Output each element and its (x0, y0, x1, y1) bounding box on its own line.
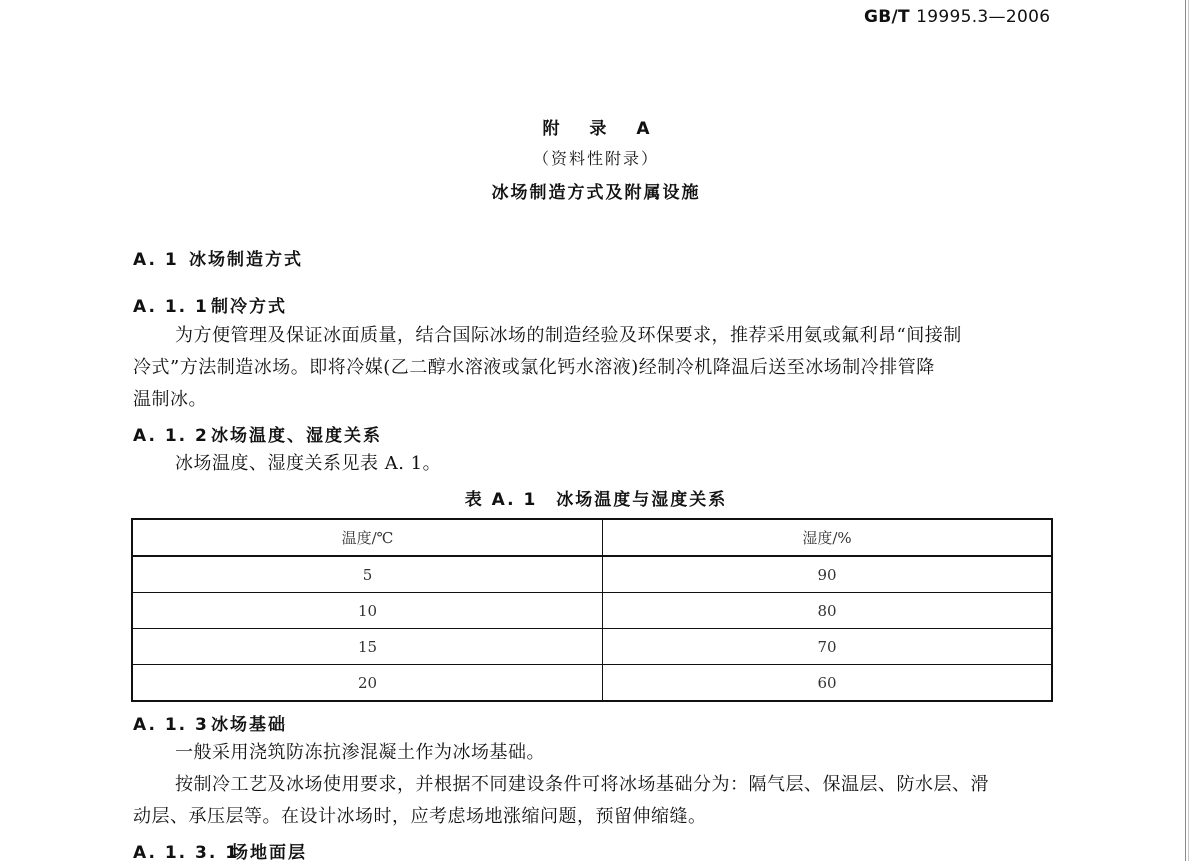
humidity-cell: 80 (603, 593, 1053, 629)
table-row (132, 556, 1052, 593)
paragraph-line: 温制冰。 (133, 389, 207, 410)
table-caption: 表 A. 1 冰场温度与湿度关系 (464, 490, 728, 510)
appendix-type: （资料性附录） (532, 149, 659, 168)
section-number: A. 1. 3 (133, 715, 209, 735)
section-a131-heading (133, 838, 307, 863)
humidity-cell: 90 (603, 556, 1053, 593)
standard-number: 19995.3—2006 (916, 7, 1051, 27)
paragraph-line: 冰场温度、湿度关系见表 A. 1。 (175, 453, 442, 474)
standard-number-header (864, 7, 1050, 27)
section-title: 制冷方式 (211, 297, 287, 317)
appendix-title: 冰场制造方式及附属设施 (491, 183, 701, 203)
paragraph-line: 为方便管理及保证冰面质量，结合国际冰场的制造经验及环保要求，推荐采用氨或氟利昂“间接制 (175, 325, 962, 346)
temperature-cell: 20 (132, 665, 603, 702)
temperature-humidity-table (131, 518, 1053, 702)
standard-prefix: GB/T (864, 7, 910, 27)
paragraph-line: 冷式”方法制造冰场。即将冷媒(乙二醇水溶液或氯化钙水溶液)经制冷机降温后送至冰场制冷排管降 (133, 357, 935, 378)
table-header-row (132, 519, 1052, 556)
section-title: 冰场基础 (211, 715, 287, 735)
section-a1-heading (133, 245, 303, 270)
temperature-cell: 10 (132, 593, 603, 629)
paragraph-line: 动层、承压层等。在设计冰场时，应考虑场地涨缩问题，预留伸缩缝。 (133, 806, 707, 827)
temperature-cell: 5 (132, 556, 603, 593)
section-title: 冰场制造方式 (189, 250, 303, 270)
paragraph-line: 按制冷工艺及冰场使用要求，并根据不同建设条件可将冰场基础分为：隔气层、保温层、防水层、滑 (175, 774, 989, 795)
humidity-cell: 70 (603, 629, 1053, 665)
table-row (132, 665, 1052, 702)
column-header-temperature: 温度/℃ (132, 519, 603, 556)
table-row (132, 629, 1052, 665)
section-title: 场地面层 (231, 843, 307, 863)
temperature-cell: 15 (132, 629, 603, 665)
section-a13-paragraph (133, 737, 1055, 833)
table-row (132, 593, 1052, 629)
section-number: A. 1. 3. 1 (133, 843, 240, 863)
section-title: 冰场温度、湿度关系 (211, 426, 382, 446)
section-a11-heading (133, 292, 287, 317)
section-a12-heading (133, 421, 382, 446)
section-a11-paragraph (133, 320, 1055, 416)
section-number: A. 1 (133, 250, 179, 270)
section-number: A. 1. 2 (133, 426, 209, 446)
paragraph-line: 一般采用浇筑防冻抗渗混凝土作为冰场基础。 (175, 742, 545, 763)
section-number: A. 1. 1 (133, 297, 209, 317)
column-header-humidity: 湿度/% (603, 519, 1053, 556)
section-a13-heading (133, 710, 287, 735)
humidity-cell: 60 (603, 665, 1053, 702)
section-a12-paragraph (133, 448, 1055, 480)
appendix-heading: 附 录 A (542, 119, 662, 139)
